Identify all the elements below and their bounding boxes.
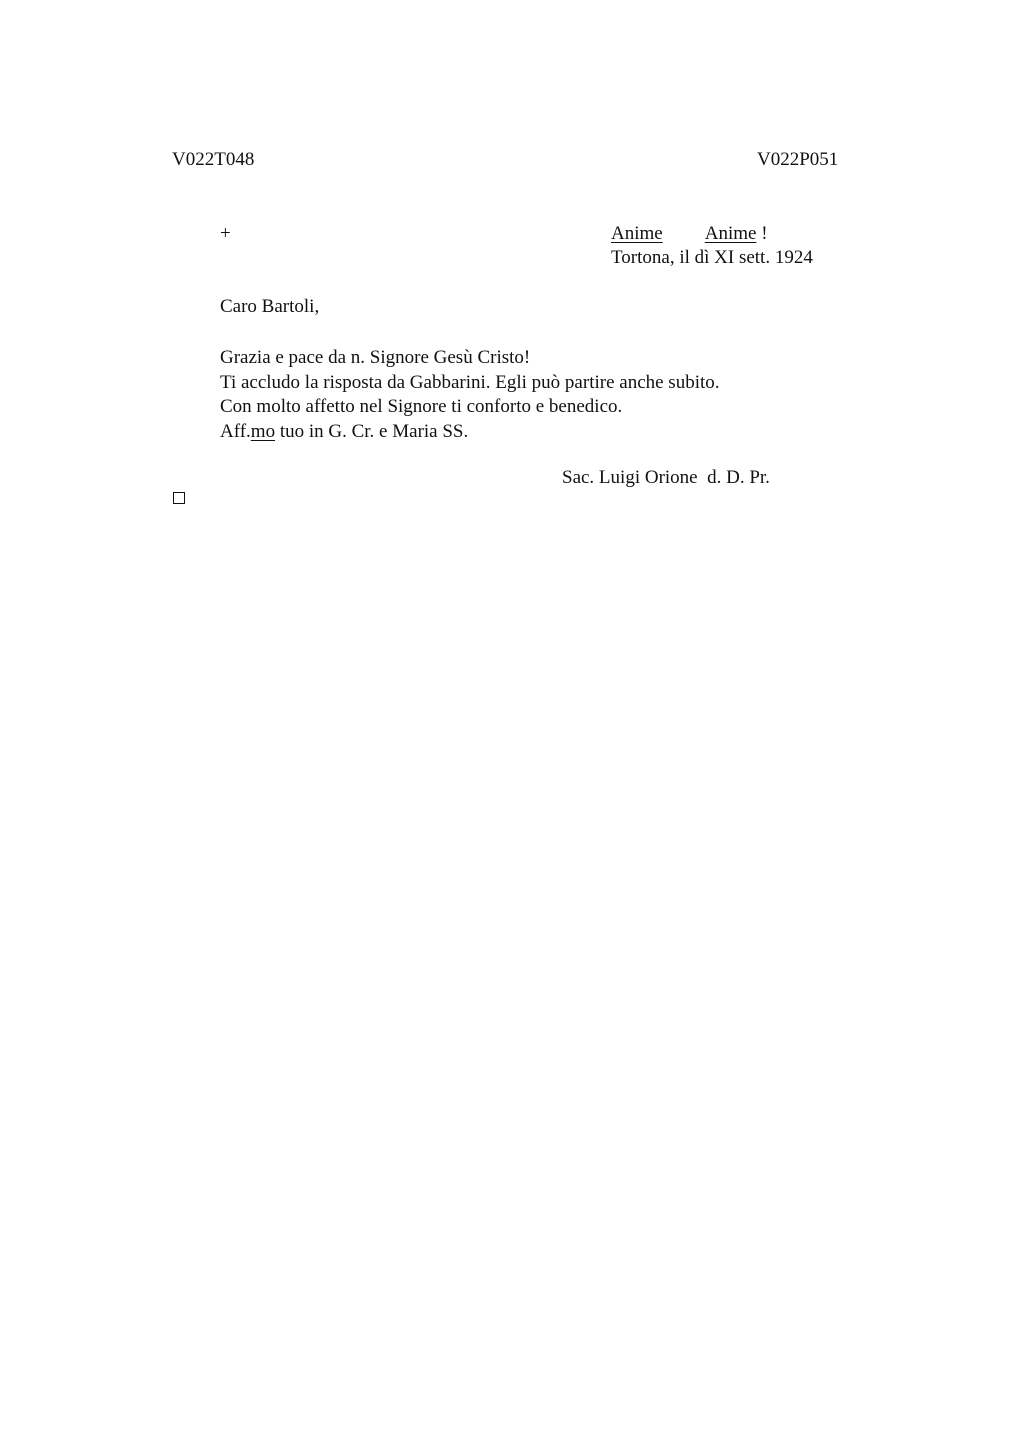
cross-symbol: +: [220, 223, 231, 244]
document-reference-left: V022T048: [172, 149, 255, 170]
closing-prefix: Aff.: [220, 420, 251, 442]
place-date: Tortona, il dì XI sett. 1924: [611, 247, 813, 268]
motto-word-1: Anime: [611, 223, 663, 244]
motto: [611, 224, 768, 243]
document-reference-right: V022P051: [757, 149, 839, 170]
salutation: Caro Bartoli,: [220, 296, 320, 317]
closing-suffix: tuo in G. Cr. e Maria SS.: [275, 420, 469, 442]
motto-word-2: Anime: [704, 223, 757, 244]
motto-punctuation: !: [756, 223, 768, 244]
motto-underlined: [611, 223, 756, 244]
end-box-icon: [173, 492, 185, 504]
closing-line: [220, 420, 720, 445]
body-line-2: Ti accludo la risposta da Gabbarini. Egli può partire anche subito.: [220, 371, 720, 393]
body-line-1: Grazia e pace da n. Signore Gesù Cristo!: [220, 347, 531, 368]
letter-body: [220, 346, 720, 444]
body-line-3: Con molto affetto nel Signore ti conforto e benedico.: [220, 396, 623, 417]
signature: Sac. Luigi Orione d. D. Pr.: [562, 467, 770, 488]
closing-underlined: mo: [250, 420, 276, 442]
